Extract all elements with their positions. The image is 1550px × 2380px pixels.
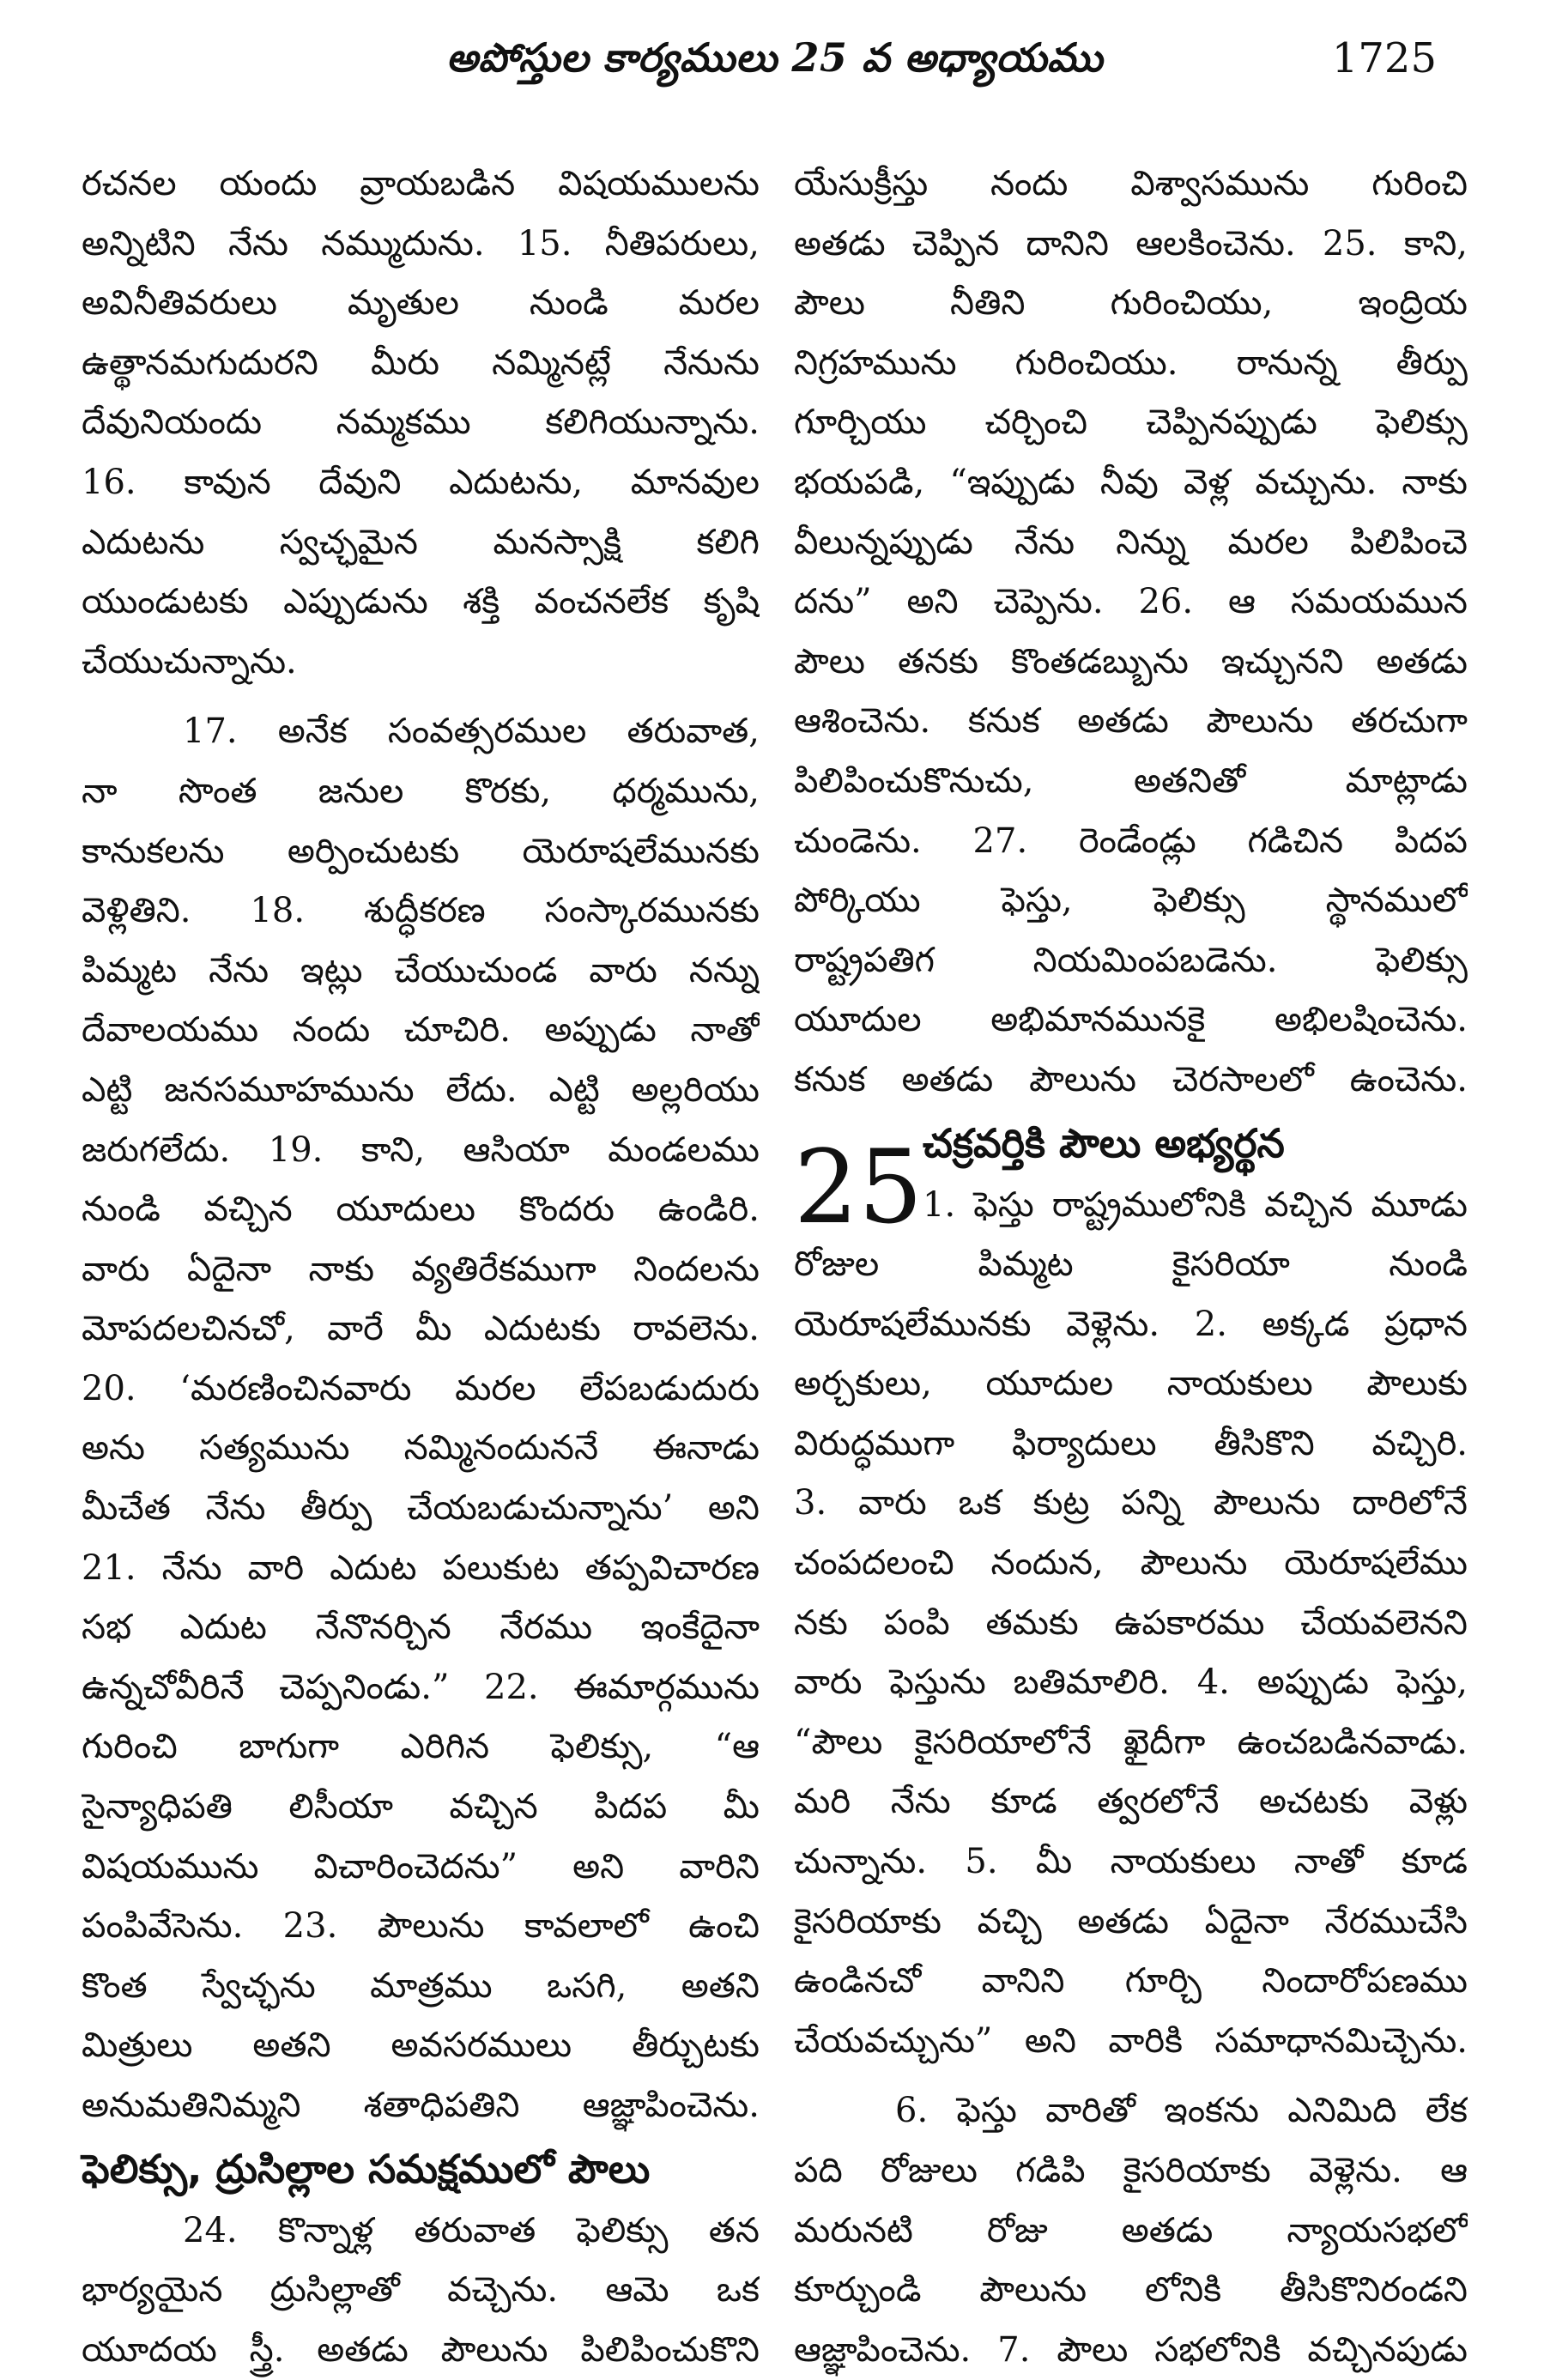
- text-line: నిగ్రహమును గురించియు. రానున్న తీర్పు: [794, 342, 1468, 383]
- text-line: సైన్యాధిపతి లిసీయా వచ్చిన పిదప మీ: [82, 1787, 760, 1827]
- text-line: పంపివేసెను. 23. పౌలును కావలాలో ఉంచి: [82, 1906, 760, 1947]
- text-line: యెరూషలేమునకు వెళ్లెను. 2. అక్కడ ప్రధాన: [794, 1304, 1468, 1344]
- text-line: కనుక అతడు పౌలును చెరసాలలో ఉంచెను.: [794, 1059, 1468, 1099]
- text-line: వెళ్లితిని. 18. శుద్ధీకరణ సంస్కారమునకు: [82, 891, 760, 931]
- text-line: అతడు చెప్పిన దానిని ఆలకించెను. 25. కాని,: [794, 223, 1468, 263]
- text-line: 17. అనేక సంవత్సరముల తరువాత,: [183, 712, 760, 752]
- text-line: చేయవచ్చును” అని వారికి సమాధానమిచ్చెను.: [794, 2020, 1468, 2061]
- chapter-block: [794, 1111, 1468, 1246]
- text-line: కొంత స్వేచ్ఛను మాత్రము ఒసగి, అతని: [82, 1965, 760, 2006]
- text-line: విరుద్ధముగా ఫిర్యాదులు తీసికొని వచ్చిరి.: [794, 1423, 1468, 1463]
- page-header: [0, 34, 1550, 103]
- text-line: ఉండినచో వానిని గూర్చి నిందారోపణము: [794, 1961, 1468, 2002]
- text-line: వీలున్నప్పుడు నేను నిన్ను మరల పిలిపించె: [794, 522, 1468, 562]
- text-line: పది రోజులు గడిపి కైసరియాకు వెళ్లెను. ఆ: [794, 2151, 1468, 2190]
- text-line: అన్నిటిని నేను నమ్ముదును. 15. నీతిపరులు,: [82, 223, 760, 263]
- text-line: చేయుచున్నాను.: [82, 641, 297, 681]
- section-heading: చక్రవర్తికి పౌలు అభ్యర్థన: [923, 1119, 1285, 1166]
- text-line: కైసరియాకు వచ్చి అతడు ఏదైనా నేరముచేసి: [794, 1901, 1468, 1941]
- text-line: 20. ‘మరణించినవారు మరల లేపబడుదురు: [82, 1368, 760, 1408]
- text-line: పిమ్మట నేను ఇట్లు చేయుచుండ వారు నన్ను: [82, 950, 760, 990]
- text-line: ఎదుటను స్వచ్ఛమైన మనస్సాక్షి కలిగి: [82, 522, 760, 562]
- text-line: మిత్రులు అతని అవసరములు తీర్చుటకు: [82, 2026, 760, 2066]
- text-line: 21. నేను వారి ఎదుట పలుకుట తప్పవిచారణ: [82, 1547, 760, 1588]
- text-line: భయపడి, “ఇప్పుడు నీవు వెళ్ల వచ్చును. నాకు: [794, 462, 1468, 502]
- text-line: 1. ఫెస్తు రాష్ట్రములోనికి వచ్చిన మూడు: [923, 1184, 1468, 1225]
- text-line: 3. వారు ఒక కుట్ర పన్ని పౌలును దారిలోనే: [794, 1483, 1468, 1523]
- text-line: ఉత్థానమగుదురని మీరు నమ్మినట్లే నేనును: [82, 342, 760, 383]
- text-line: ఆశించెను. కనుక అతడు పౌలును తరచుగా: [794, 701, 1468, 742]
- text-line: కూర్చుండి పౌలును లోనికి తీసికొనిరండని: [794, 2270, 1468, 2310]
- text-line: యూదయ స్త్రీ. అతడు పౌలును పిలిపించుకొని: [82, 2329, 760, 2370]
- text-line: రాష్ట్రపతిగ నియమింపబడెను. ఫెలిక్సు: [794, 940, 1468, 980]
- text-line: పిలిపించుకొనుచు, అతనితో మాట్లాడు: [794, 760, 1468, 801]
- paragraph: [794, 154, 1468, 1111]
- text-line: భార్యయైన ద్రుసిల్లాతో వచ్చెను. ఆమె ఒక: [82, 2270, 760, 2310]
- left-column: [82, 154, 760, 2380]
- text-line: విషయమును విచారించెదను” అని వారిని: [82, 1846, 760, 1886]
- text-line: కానుకలను అర్పించుటకు యెరూషలేమునకు: [82, 831, 760, 871]
- text-line: యూదుల అభిమానమునకై అభిలషించెను.: [794, 1000, 1468, 1040]
- text-line: అనుమతినిమ్మని శతాధిపతిని ఆజ్ఞాపించెను.: [82, 2086, 760, 2125]
- paragraph: [82, 2201, 760, 2380]
- text-line: పోర్కియు ఫెస్తు, ఫెలిక్సు స్థానములో: [794, 881, 1468, 921]
- text-line: 24. కొన్నాళ్ల తరువాత ఫెలిక్సు తన: [183, 2210, 760, 2250]
- text-line: యుండుటకు ఎప్పుడును శక్తి వంచనలేక కృషి: [82, 582, 760, 622]
- text-line: వారు ఏదైనా నాకు వ్యతిరేకముగా నిందలను: [82, 1249, 760, 1289]
- text-line: 6. ఫెస్తు వారితో ఇంకను ఎనిమిది లేక: [895, 2091, 1468, 2131]
- text-line: మరి నేను కూడ త్వరలోనే అచటకు వెళ్లు: [794, 1782, 1468, 1822]
- text-line: ఆజ్ఞాపించెను. 7. పౌలు సభలోనికి వచ్చినపుడు: [794, 2329, 1468, 2370]
- text-line: గురించి బాగుగా ఎరిగిన ఫెలిక్సు, “ఆ: [82, 1727, 760, 1767]
- text-line: నా సొంత జనుల కొరకు, ధర్మమును,: [82, 771, 760, 811]
- text-line: చున్నాను. 5. మీ నాయకులు నాతో కూడ: [794, 1842, 1468, 1882]
- paragraph: [82, 702, 760, 2135]
- text-line: దేవాలయము నందు చూచిరి. అప్పుడు నాతో: [82, 1010, 760, 1051]
- text-line: పౌలు నీతిని గురించియు, ఇంద్రియ: [794, 283, 1468, 324]
- text-line: మీచేత నేను తీర్పు చేయబడుచున్నాను’ అని: [82, 1488, 760, 1529]
- text-line: “పౌలు కైసరియాలోనే ఖైదీగా ఉంచబడినవాడు.: [794, 1722, 1468, 1762]
- paragraph: [82, 154, 760, 692]
- text-line: ఉన్నచోవీరినే చెప్పనిండు.” 22. ఈమార్గమును: [82, 1667, 760, 1707]
- paragraph: [794, 1235, 1468, 2071]
- text-line: రోజుల పిమ్మట కైసరియా నుండి: [794, 1245, 1468, 1285]
- chapter-number: 25: [794, 1127, 923, 1246]
- text-line: యేసుక్రీస్తు నందు విశ్వాసమును గురించి: [794, 164, 1468, 203]
- text-line: అర్చకులు, యూదుల నాయకులు పౌలుకు: [794, 1364, 1468, 1404]
- text-line: 16. కావున దేవుని ఎదుటను, మానవుల: [82, 462, 760, 502]
- text-line: జరుగలేదు. 19. కాని, ఆసియా మండలము: [82, 1129, 760, 1170]
- paragraph: [794, 2081, 1468, 2380]
- section-heading: ఫెలిక్సు, ద్రుసిల్లాల సమక్షములో పౌలు: [82, 2145, 651, 2192]
- right-column: [794, 154, 1468, 2380]
- text-line: నకు పంపి తమకు ఉపకారము చేయవలెనని: [794, 1602, 1468, 1643]
- page-number: 1725: [1331, 34, 1437, 82]
- text-line: మరునటి రోజు అతడు న్యాయసభలో: [794, 2210, 1468, 2250]
- text-line: చంపదలంచి నందున, పౌలును యెరూషలేము: [794, 1543, 1468, 1584]
- text-line: వారు ఫెస్తును బతిమాలిరి. 4. అప్పుడు ఫెస్తు,: [794, 1662, 1468, 1703]
- text-line: పౌలు తనకు కొంతడబ్బును ఇచ్చునని అతడు: [794, 641, 1468, 681]
- text-line: రచనల యందు వ్రాయబడిన విషయములను: [82, 164, 760, 203]
- text-line: అవినీతివరులు మృతుల నుండి మరల: [82, 283, 760, 324]
- text-line: సభ ఎదుట నేనొనర్చిన నేరము ఇంకేదైనా: [82, 1608, 760, 1648]
- text-line: అను సత్యమును నమ్మినందుననే ఈనాడు: [82, 1428, 760, 1469]
- text-line: మోపదలచినచో, వారే మీ ఎదుటకు రావలెను.: [82, 1309, 760, 1349]
- text-line: ఎట్టి జనసమూహమును లేదు. ఎట్టి అల్లరియు: [82, 1069, 760, 1110]
- text-line: చుండెను. 27. రెండేండ్లు గడిచిన పిదప: [794, 821, 1468, 861]
- text-line: గూర్చియు చర్చించి చెప్పినప్పుడు ఫెలిక్సు: [794, 403, 1468, 443]
- text-line: దేవునియందు నమ్మకము కలిగియున్నాను.: [82, 403, 760, 443]
- text-line: దను” అని చెప్పెను. 26. ఆ సమయమున: [794, 582, 1468, 622]
- text-line: నుండి వచ్చిన యూదులు కొందరు ఉండిరి.: [82, 1190, 760, 1230]
- running-title: అపోస్తుల కార్యములు 25 వ అధ్యాయము: [446, 34, 1104, 81]
